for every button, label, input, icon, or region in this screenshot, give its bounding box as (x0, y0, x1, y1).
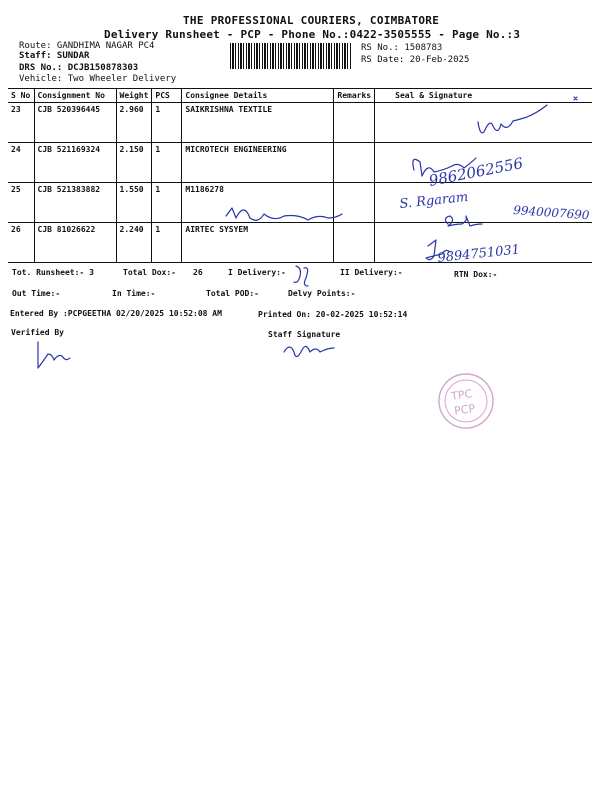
tot-runsheet: Tot. Runsheet:- 3 (12, 268, 94, 277)
cell-signature (375, 183, 592, 223)
drs-number: DRS No.: DCJB150878303 (19, 63, 139, 73)
ii-delivery: II Delivery:- (340, 268, 403, 277)
total-dox-value: 26 (193, 268, 203, 277)
cell-signature (375, 223, 592, 263)
cell-sno: 24 (8, 143, 34, 183)
table-row (8, 143, 592, 183)
cell-consignee: MICROTECH ENGINEERING (182, 143, 334, 183)
route-label: Route: GANDHIMA NAGAR PC4 (19, 41, 155, 51)
staff-label: Staff: SUNDAR (19, 51, 90, 61)
cell-consignee: AIRTEC SYSYEM (182, 223, 334, 263)
rtn-dox: RTN Dox:- (454, 270, 498, 279)
cell-sno: 23 (8, 103, 34, 143)
cell-consignment: CJB 520396445 (34, 103, 116, 143)
cell-remarks (334, 183, 375, 223)
col-sno: S No (8, 89, 34, 103)
cell-consignment: CJB 81026622 (34, 223, 116, 263)
cell-weight: 2.960 (116, 103, 152, 143)
cell-remarks (334, 143, 375, 183)
cell-signature (375, 103, 592, 143)
cell-pcs: 1 (152, 103, 182, 143)
cell-signature (375, 143, 592, 183)
runsheet-table (8, 88, 592, 263)
handwritten-name-row-25: S. Rgaram (398, 189, 469, 212)
staff-signature (284, 346, 334, 356)
barcode (230, 43, 352, 69)
col-remarks: Remarks (334, 89, 375, 103)
printed-on: Printed On: 20-02-2025 10:52:14 (258, 310, 408, 319)
col-weight: Weight (116, 89, 152, 103)
total-dox-label: Total Dox:- (123, 268, 176, 277)
cell-consignment: CJB 521169324 (34, 143, 116, 183)
i-delivery: I Delivery:- (228, 268, 286, 277)
handwritten-phone-row-24: 9862062556 (427, 154, 525, 190)
in-time: In Time:- (112, 289, 156, 298)
col-pcs: PCS (152, 89, 182, 103)
verified-by: Verified By (11, 328, 64, 337)
runsheet-subtitle: Delivery Runsheet - PCP - Phone No.:0422-3505555 - Page No.:3 (104, 28, 521, 41)
cell-remarks (334, 223, 375, 263)
col-consignment: Consignment No (34, 89, 116, 103)
vehicle-label: Vehicle: Two Wheeler Delivery (19, 74, 177, 84)
cell-weight: 2.240 (116, 223, 152, 263)
cell-pcs: 1 (152, 143, 182, 183)
cell-weight: 2.150 (116, 143, 152, 183)
i-delivery-handwritten-mark (294, 266, 308, 286)
cell-sno: 25 (8, 183, 34, 223)
company-title: THE PROFESSIONAL COURIERS, COIMBATORE (183, 14, 440, 27)
rs-date: RS Date: 20-Feb-2025 (361, 55, 470, 65)
stamp-text-top: TPC (450, 387, 473, 403)
cell-consignee: M1186278 (182, 183, 334, 223)
col-signature: Seal & Signature (375, 89, 592, 103)
total-pod: Total POD:- (206, 289, 259, 298)
cell-consignment: CJB 521383882 (34, 183, 116, 223)
out-time: Out Time:- (12, 289, 61, 298)
cell-remarks (334, 103, 375, 143)
handwritten-phone-row-25: 9940007690 (512, 203, 590, 223)
cell-weight: 1.550 (116, 183, 152, 223)
stamp-text-bottom: PCP (453, 401, 476, 418)
handwritten-phone-row-26: 9894751031 (436, 242, 521, 266)
col-consignee: Consignee Details (182, 89, 334, 103)
rs-number: RS No.: 1508783 (361, 43, 443, 53)
delvy-points: Delvy Points:- (288, 289, 356, 298)
verified-by-signature (38, 342, 70, 368)
cell-pcs: 1 (152, 183, 182, 223)
entered-by: Entered By :PCPGEETHA 02/20/2025 10:52:08 AM (10, 309, 222, 318)
table-row (8, 183, 592, 223)
table-row (8, 103, 592, 143)
tpc-pcp-stamp (439, 374, 493, 428)
table-header-row (8, 89, 592, 103)
staff-signature-label: Staff Signature (268, 330, 341, 339)
cell-consignee: SAIKRISHNA TEXTILE (182, 103, 334, 143)
cell-pcs: 1 (152, 223, 182, 263)
table-row (8, 223, 592, 263)
cell-sno: 26 (8, 223, 34, 263)
